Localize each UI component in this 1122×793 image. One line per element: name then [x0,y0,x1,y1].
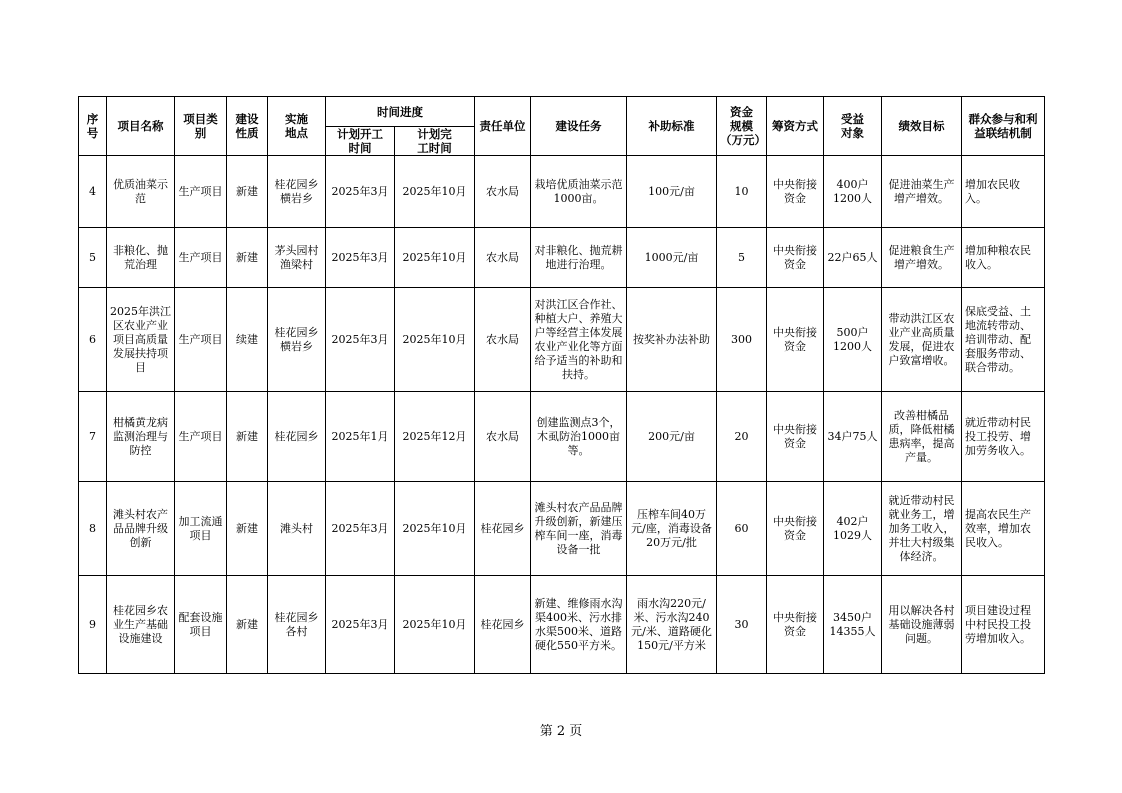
cell-location: 桂花园乡各村 [268,576,326,674]
cell-location: 茅头园村渔梁村 [268,228,326,288]
cell-seq: 9 [79,576,107,674]
cell-scale: 20 [717,392,767,482]
cell-nature: 新建 [227,392,268,482]
cell-category: 加工流通项目 [175,482,227,576]
cell-beneficiary: 3450户14355人 [824,576,882,674]
header-goal: 绩效目标 [882,97,962,156]
cell-beneficiary: 34户75人 [824,392,882,482]
cell-location: 桂花园乡 [268,392,326,482]
header-funding: 筹资方式 [767,97,824,156]
cell-funding: 中央衔接资金 [767,482,824,576]
cell-subsidy: 1000元/亩 [627,228,717,288]
cell-goal: 促进粮食生产增产增效。 [882,228,962,288]
cell-funding: 中央衔接资金 [767,392,824,482]
cell-seq: 5 [79,228,107,288]
cell-unit: 农水局 [475,288,531,392]
cell-end: 2025年10月 [395,228,475,288]
header-subsidy: 补助标准 [627,97,717,156]
cell-beneficiary: 500户1200人 [824,288,882,392]
cell-name: 非粮化、抛荒治理 [107,228,175,288]
header-location: 实施 地点 [268,97,326,156]
cell-mechanism: 增加种粮农民收入。 [962,228,1045,288]
cell-end: 2025年10月 [395,288,475,392]
cell-end: 2025年10月 [395,482,475,576]
cell-scale: 30 [717,576,767,674]
cell-seq: 8 [79,482,107,576]
cell-location: 桂花园乡横岩乡 [268,156,326,228]
cell-mechanism: 增加农民收入。 [962,156,1045,228]
project-table [78,96,1045,674]
cell-funding: 中央衔接资金 [767,288,824,392]
header-nature: 建设 性质 [227,97,268,156]
cell-subsidy: 按奖补办法补助 [627,288,717,392]
cell-unit: 农水局 [475,156,531,228]
cell-name: 优质油菜示范 [107,156,175,228]
cell-seq: 7 [79,392,107,482]
cell-funding: 中央衔接资金 [767,156,824,228]
cell-goal: 用以解决各村基础设施薄弱问题。 [882,576,962,674]
cell-location: 桂花园乡横岩乡 [268,288,326,392]
cell-location: 滩头村 [268,482,326,576]
cell-seq: 4 [79,156,107,228]
cell-unit: 桂花园乡 [475,482,531,576]
cell-nature: 新建 [227,228,268,288]
header-task: 建设任务 [531,97,627,156]
cell-category: 生产项目 [175,156,227,228]
cell-funding: 中央衔接资金 [767,576,824,674]
table-row [79,576,1045,674]
header-unit: 责任单位 [475,97,531,156]
table-row [79,482,1045,576]
cell-nature: 新建 [227,482,268,576]
cell-start: 2025年1月 [326,392,395,482]
cell-end: 2025年10月 [395,576,475,674]
cell-task: 栽培优质油菜示范1000亩。 [531,156,627,228]
cell-unit: 农水局 [475,392,531,482]
cell-end: 2025年12月 [395,392,475,482]
cell-category: 配套设施项目 [175,576,227,674]
header-start: 计划开工 时间 [326,127,395,156]
header-name: 项目名称 [107,97,175,156]
cell-name: 桂花园乡农业生产基础设施建设 [107,576,175,674]
cell-task: 滩头村农产品品牌升级创新，新建压榨车间一座，消毒设备一批 [531,482,627,576]
header-beneficiary: 受益 对象 [824,97,882,156]
header-schedule: 时间进度 [326,97,475,127]
header-category: 项目类别 [175,97,227,156]
table-row [79,228,1045,288]
cell-seq: 6 [79,288,107,392]
cell-task: 对洪江区合作社、种植大户、养殖大户等经营主体发展农业产业化等方面给予适当的补助和扶持。 [531,288,627,392]
cell-start: 2025年3月 [326,228,395,288]
cell-start: 2025年3月 [326,576,395,674]
header-end: 计划完 工时间 [395,127,475,156]
cell-name: 2025年洪江区农业产业项目高质量发展扶持项目 [107,288,175,392]
cell-mechanism: 就近带动村民投工投劳、增加劳务收入。 [962,392,1045,482]
cell-subsidy: 200元/亩 [627,392,717,482]
cell-goal: 改善柑橘品质，降低柑橘患病率，提高产量。 [882,392,962,482]
cell-goal: 带动洪江区农业产业高质量发展，促进农户致富增收。 [882,288,962,392]
table-row [79,288,1045,392]
cell-scale: 300 [717,288,767,392]
cell-nature: 新建 [227,576,268,674]
cell-start: 2025年3月 [326,156,395,228]
cell-subsidy: 雨水沟220元/米、污水沟240元/米、道路硬化150元/平方米 [627,576,717,674]
cell-task: 创建监测点3个，木虱防治1000亩等。 [531,392,627,482]
cell-task: 对非粮化、抛荒耕地进行治理。 [531,228,627,288]
cell-start: 2025年3月 [326,288,395,392]
cell-name: 滩头村农产品品牌升级创新 [107,482,175,576]
cell-nature: 续建 [227,288,268,392]
cell-start: 2025年3月 [326,482,395,576]
cell-beneficiary: 400户1200人 [824,156,882,228]
cell-end: 2025年10月 [395,156,475,228]
cell-name: 柑橘黄龙病监测治理与防控 [107,392,175,482]
cell-task: 新建、维修雨水沟渠400米、污水排水渠500米、道路硬化550平方米。 [531,576,627,674]
header-seq: 序号 [79,97,107,156]
page-footer: 第 2 页 [539,724,583,739]
cell-scale: 10 [717,156,767,228]
cell-scale: 5 [717,228,767,288]
table-row [79,156,1045,228]
cell-category: 生产项目 [175,392,227,482]
cell-goal: 促进油菜生产增产增效。 [882,156,962,228]
cell-subsidy: 压榨车间40万元/座，消毒设备20万元/批 [627,482,717,576]
cell-scale: 60 [717,482,767,576]
cell-goal: 就近带动村民就业务工，增加务工收入，并壮大村级集体经济。 [882,482,962,576]
cell-funding: 中央衔接资金 [767,228,824,288]
header-mechanism: 群众参与和利益联结机制 [962,97,1045,156]
cell-nature: 新建 [227,156,268,228]
header-scale: 资金 规模 （万元） [717,97,767,156]
cell-beneficiary: 402户1029人 [824,482,882,576]
table-row [79,392,1045,482]
cell-subsidy: 100元/亩 [627,156,717,228]
cell-mechanism: 项目建设过程中村民投工投劳增加收入。 [962,576,1045,674]
cell-category: 生产项目 [175,288,227,392]
cell-mechanism: 保底受益、土地流转带动、培训带动、配套服务带动、联合带动。 [962,288,1045,392]
cell-unit: 农水局 [475,228,531,288]
cell-unit: 桂花园乡 [475,576,531,674]
cell-beneficiary: 22户65人 [824,228,882,288]
cell-category: 生产项目 [175,228,227,288]
cell-mechanism: 提高农民生产效率，增加农民收入。 [962,482,1045,576]
